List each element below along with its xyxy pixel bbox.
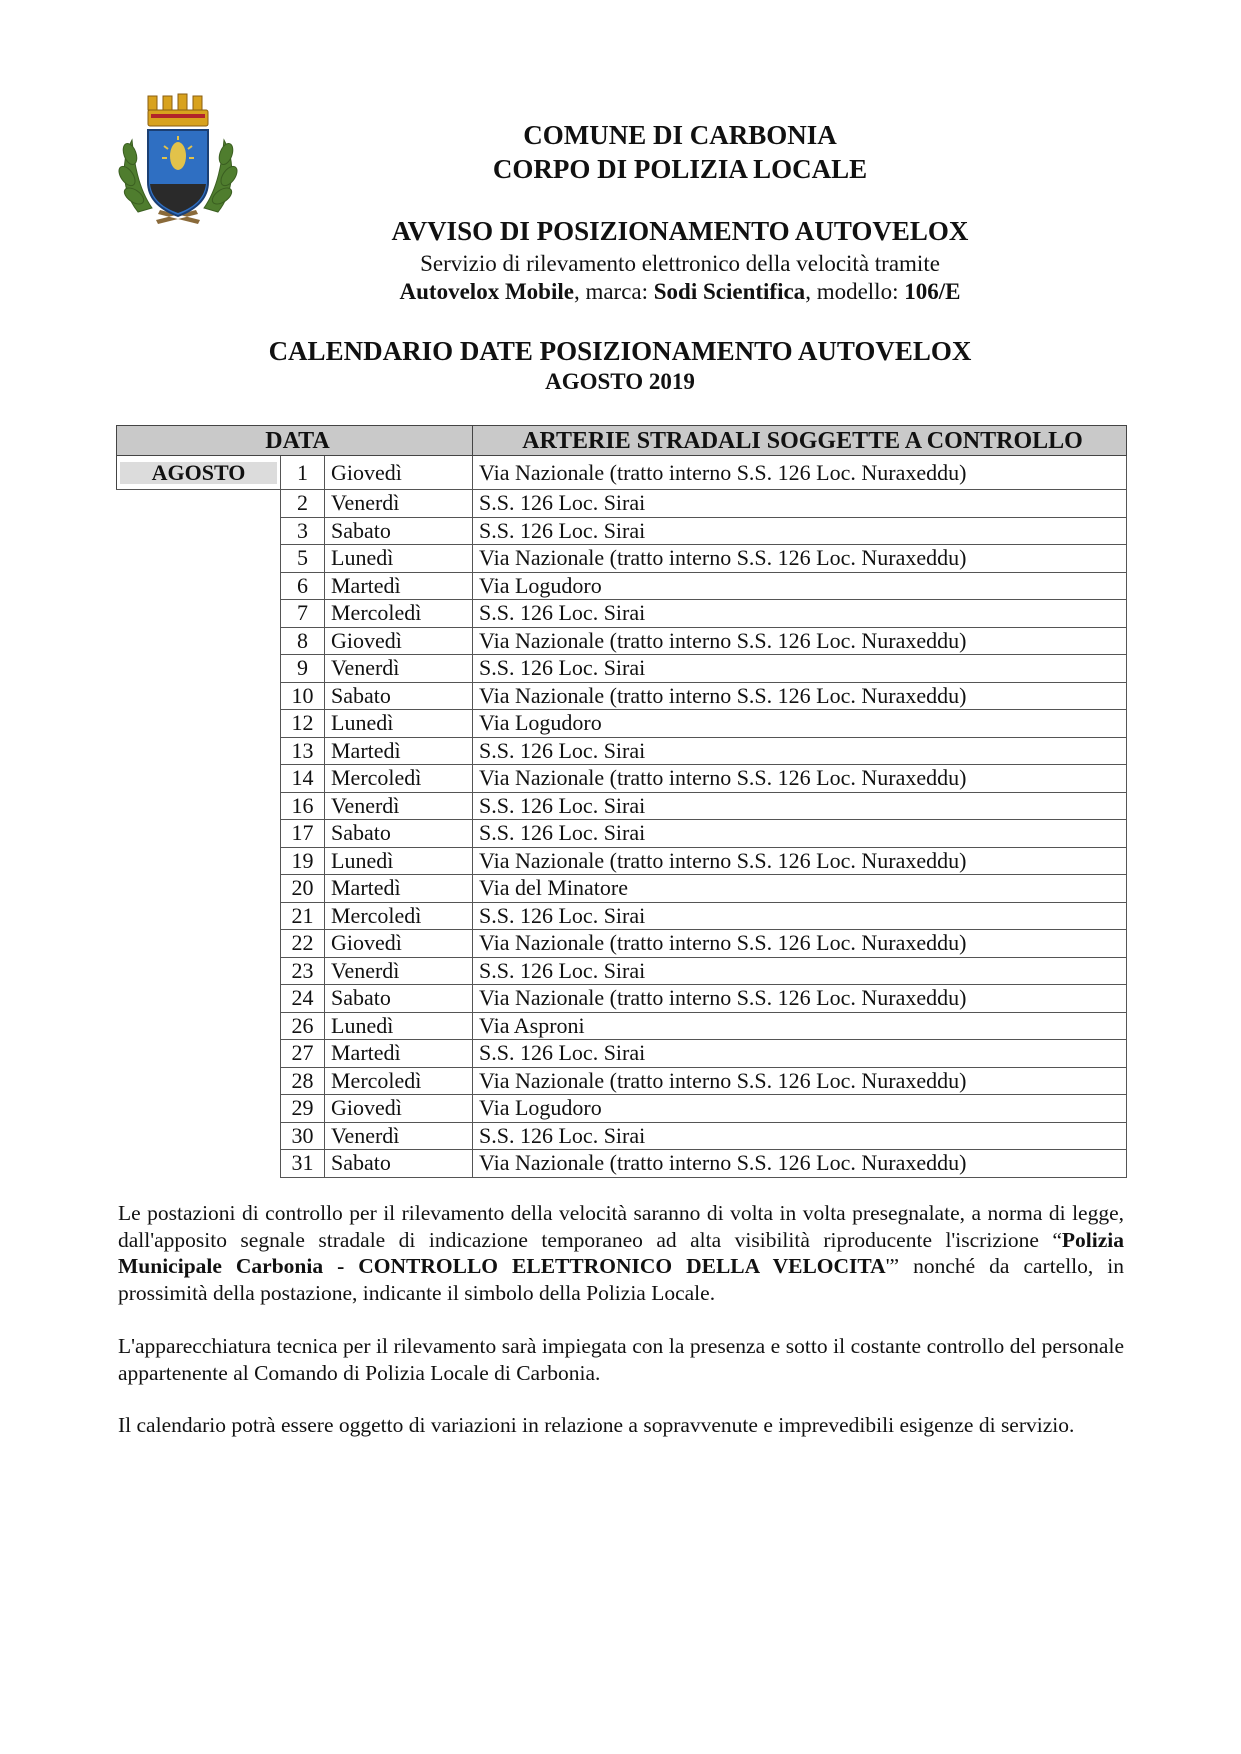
- column-header-data: DATA: [117, 426, 473, 456]
- model-label: , modello:: [805, 279, 905, 304]
- empty-cell: [117, 517, 281, 545]
- table-row: [117, 820, 1127, 848]
- weekday-cell: Mercoledì: [325, 765, 473, 793]
- weekday-cell: Giovedì: [325, 456, 473, 490]
- road-cell: Via Nazionale (tratto interno S.S. 126 Loc. Nuraxeddu): [473, 765, 1127, 793]
- road-cell: Via Nazionale (tratto interno S.S. 126 Loc. Nuraxeddu): [473, 930, 1127, 958]
- weekday-cell: Venerdì: [325, 957, 473, 985]
- weekday-cell: Venerdì: [325, 490, 473, 518]
- weekday-cell: Sabato: [325, 1150, 473, 1178]
- table-row: [117, 875, 1127, 903]
- empty-cell: [117, 957, 281, 985]
- sign-inscription: Polizia Municipale Carbonia - CONTROLLO ELETTRONICO DELLA VELOCITA: [118, 1227, 1124, 1278]
- weekday-cell: Giovedì: [325, 930, 473, 958]
- table-row: [117, 545, 1127, 573]
- device-model-line: [340, 279, 1020, 305]
- model-code: 106/E: [904, 279, 961, 304]
- road-cell: Via Asproni: [473, 1012, 1127, 1040]
- road-cell: S.S. 126 Loc. Sirai: [473, 517, 1127, 545]
- weekday-cell: Mercoledì: [325, 600, 473, 628]
- road-cell: Via del Minatore: [473, 875, 1127, 903]
- day-number-cell: 10: [281, 682, 325, 710]
- day-number-cell: 6: [281, 572, 325, 600]
- day-number-cell: 2: [281, 490, 325, 518]
- empty-cell: [117, 655, 281, 683]
- weekday-cell: Mercoledì: [325, 1067, 473, 1095]
- empty-cell: [117, 1067, 281, 1095]
- weekday-cell: Mercoledì: [325, 902, 473, 930]
- road-cell: S.S. 126 Loc. Sirai: [473, 655, 1127, 683]
- month-label: AGOSTO: [120, 462, 277, 484]
- empty-cell: [117, 1012, 281, 1040]
- empty-cell: [117, 902, 281, 930]
- paragraph-text: '” nonché da cartello, in prossimità della postazione, indicante il simbolo della Polizia Locale.: [118, 1254, 1124, 1305]
- road-cell: S.S. 126 Loc. Sirai: [473, 957, 1127, 985]
- table-row: [117, 792, 1127, 820]
- day-number-cell: 27: [281, 1040, 325, 1068]
- day-number-cell: 17: [281, 820, 325, 848]
- table-row: [117, 1095, 1127, 1123]
- table-row: [117, 600, 1127, 628]
- day-number-cell: 23: [281, 957, 325, 985]
- table-row: [117, 765, 1127, 793]
- empty-cell: [117, 1150, 281, 1178]
- device-name: Autovelox Mobile: [399, 279, 574, 304]
- notice-paragraph-signage: [118, 1200, 1124, 1306]
- weekday-cell: Lunedì: [325, 545, 473, 573]
- day-number-cell: 28: [281, 1067, 325, 1095]
- weekday-cell: Martedì: [325, 572, 473, 600]
- day-number-cell: 26: [281, 1012, 325, 1040]
- empty-cell: [117, 820, 281, 848]
- day-number-cell: 20: [281, 875, 325, 903]
- calendar-title: CALENDARIO DATE POSIZIONAMENTO AUTOVELOX: [268, 336, 972, 366]
- day-number-cell: 22: [281, 930, 325, 958]
- table-row: [117, 847, 1127, 875]
- road-cell: S.S. 126 Loc. Sirai: [473, 490, 1127, 518]
- table-row: [117, 1012, 1127, 1040]
- weekday-cell: Martedì: [325, 737, 473, 765]
- empty-cell: [117, 737, 281, 765]
- day-number-cell: 3: [281, 517, 325, 545]
- table-row: [117, 517, 1127, 545]
- schedule-table-body: [117, 456, 1127, 1178]
- day-number-cell: 21: [281, 902, 325, 930]
- weekday-cell: Giovedì: [325, 627, 473, 655]
- table-row: [117, 490, 1127, 518]
- weekday-cell: Lunedì: [325, 1012, 473, 1040]
- road-cell: Via Nazionale (tratto interno S.S. 126 Loc. Nuraxeddu): [473, 985, 1127, 1013]
- table-row: [117, 655, 1127, 683]
- empty-cell: [117, 1122, 281, 1150]
- empty-cell: [117, 710, 281, 738]
- brand-name: Sodi Scientifica: [653, 279, 806, 304]
- table-row: [117, 456, 1127, 490]
- day-number-cell: 29: [281, 1095, 325, 1123]
- table-row: [117, 682, 1127, 710]
- empty-cell: [117, 875, 281, 903]
- table-row: [117, 930, 1127, 958]
- day-number-cell: 31: [281, 1150, 325, 1178]
- table-row: [117, 710, 1127, 738]
- day-number-cell: 30: [281, 1122, 325, 1150]
- table-row: [117, 1122, 1127, 1150]
- service-description: Servizio di rilevamento elettronico della velocità tramite: [420, 251, 940, 276]
- schedule-table: [116, 425, 1127, 1178]
- road-cell: Via Nazionale (tratto interno S.S. 126 Loc. Nuraxeddu): [473, 1150, 1127, 1178]
- road-cell: S.S. 126 Loc. Sirai: [473, 600, 1127, 628]
- table-row: [117, 902, 1127, 930]
- road-cell: Via Nazionale (tratto interno S.S. 126 Loc. Nuraxeddu): [473, 1067, 1127, 1095]
- table-header-row: [117, 426, 1127, 456]
- road-cell: Via Logudoro: [473, 1095, 1127, 1123]
- weekday-cell: Lunedì: [325, 847, 473, 875]
- table-row: [117, 985, 1127, 1013]
- table-row: [117, 1067, 1127, 1095]
- road-cell: Via Logudoro: [473, 710, 1127, 738]
- police-corps-title: CORPO DI POLIZIA LOCALE: [492, 154, 868, 184]
- table-row: [117, 737, 1127, 765]
- day-number-cell: 19: [281, 847, 325, 875]
- road-cell: S.S. 126 Loc. Sirai: [473, 737, 1127, 765]
- column-header-arterie: ARTERIE STRADALI SOGGETTE A CONTROLLO: [473, 426, 1127, 456]
- weekday-cell: Venerdì: [325, 1122, 473, 1150]
- empty-cell: [117, 985, 281, 1013]
- day-number-cell: 7: [281, 600, 325, 628]
- table-row: [117, 1150, 1127, 1178]
- empty-cell: [117, 627, 281, 655]
- empty-cell: [117, 847, 281, 875]
- weekday-cell: Lunedì: [325, 710, 473, 738]
- day-number-cell: 9: [281, 655, 325, 683]
- paragraph-text: Le postazioni di controllo per il rilevamento della velocità saranno di volta in volta presegnalate, a norma di legge, dall'apposito segnale stradale di indicazione temporaneo ad alta visibilità riproducente l'iscrizione “: [118, 1201, 1124, 1252]
- brand-label: , marca:: [573, 279, 654, 304]
- notice-paragraph-variations: Il calendario potrà essere oggetto di variazioni in relazione a sopravvenute e imprevedibili esigenze di servizio.: [118, 1413, 1075, 1437]
- empty-cell: [117, 600, 281, 628]
- empty-cell: [117, 792, 281, 820]
- road-cell: Via Logudoro: [473, 572, 1127, 600]
- road-cell: S.S. 126 Loc. Sirai: [473, 1040, 1127, 1068]
- road-cell: Via Nazionale (tratto interno S.S. 126 Loc. Nuraxeddu): [473, 847, 1127, 875]
- weekday-cell: Venerdì: [325, 792, 473, 820]
- weekday-cell: Sabato: [325, 985, 473, 1013]
- day-number-cell: 13: [281, 737, 325, 765]
- calendar-month-year: AGOSTO 2019: [545, 369, 695, 394]
- weekday-cell: Martedì: [325, 875, 473, 903]
- table-row: [117, 957, 1127, 985]
- road-cell: S.S. 126 Loc. Sirai: [473, 902, 1127, 930]
- table-row: [117, 1040, 1127, 1068]
- table-row: [117, 572, 1127, 600]
- empty-cell: [117, 1040, 281, 1068]
- road-cell: Via Nazionale (tratto interno S.S. 126 Loc. Nuraxeddu): [473, 627, 1127, 655]
- weekday-cell: Sabato: [325, 682, 473, 710]
- road-cell: S.S. 126 Loc. Sirai: [473, 820, 1127, 848]
- weekday-cell: Venerdì: [325, 655, 473, 683]
- day-number-cell: 8: [281, 627, 325, 655]
- weekday-cell: Giovedì: [325, 1095, 473, 1123]
- empty-cell: [117, 930, 281, 958]
- municipality-title: COMUNE DI CARBONIA: [523, 120, 837, 150]
- month-cell: [117, 456, 281, 490]
- weekday-cell: Sabato: [325, 820, 473, 848]
- notice-paragraph-equipment: L'apparecchiatura tecnica per il rilevamento sarà impiegata con la presenza e sotto il costante controllo del personale appartenente al Comando di Polizia Locale di Carbonia.: [118, 1334, 1124, 1385]
- empty-cell: [117, 490, 281, 518]
- table-row: [117, 627, 1127, 655]
- road-cell: Via Nazionale (tratto interno S.S. 126 Loc. Nuraxeddu): [473, 682, 1127, 710]
- empty-cell: [117, 572, 281, 600]
- day-number-cell: 12: [281, 710, 325, 738]
- empty-cell: [117, 682, 281, 710]
- day-number-cell: 1: [281, 456, 325, 490]
- empty-cell: [117, 1095, 281, 1123]
- weekday-cell: Sabato: [325, 517, 473, 545]
- road-cell: S.S. 126 Loc. Sirai: [473, 792, 1127, 820]
- notice-title: AVVISO DI POSIZIONAMENTO AUTOVELOX: [391, 216, 969, 246]
- road-cell: Via Nazionale (tratto interno S.S. 126 Loc. Nuraxeddu): [473, 456, 1127, 490]
- empty-cell: [117, 545, 281, 573]
- day-number-cell: 24: [281, 985, 325, 1013]
- road-cell: S.S. 126 Loc. Sirai: [473, 1122, 1127, 1150]
- day-number-cell: 5: [281, 545, 325, 573]
- empty-cell: [117, 765, 281, 793]
- weekday-cell: Martedì: [325, 1040, 473, 1068]
- day-number-cell: 14: [281, 765, 325, 793]
- road-cell: Via Nazionale (tratto interno S.S. 126 Loc. Nuraxeddu): [473, 545, 1127, 573]
- day-number-cell: 16: [281, 792, 325, 820]
- coat-of-arms-logo: [118, 92, 238, 230]
